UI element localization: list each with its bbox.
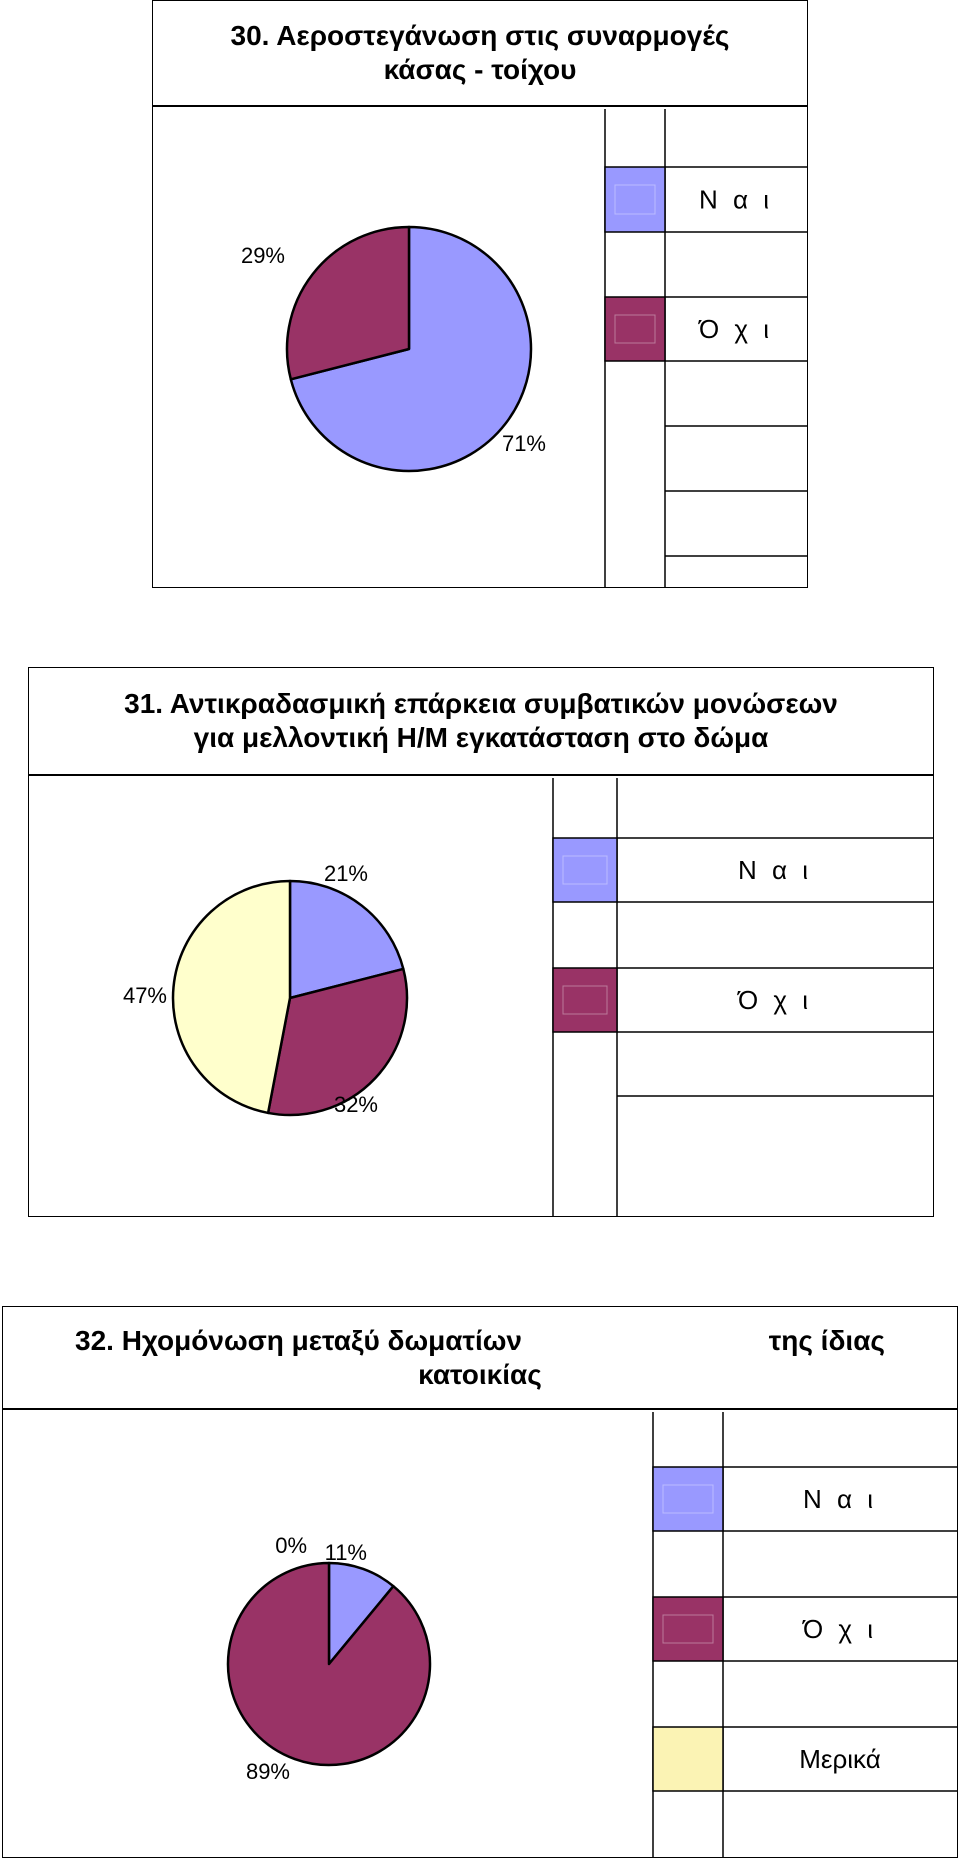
- data-label: 47%: [122, 983, 167, 1008]
- legend-swatch: [605, 297, 665, 361]
- chart-title-line-2: κάσας - τοίχου: [383, 54, 577, 85]
- data-label: 29%: [240, 243, 285, 268]
- legend-label: Ν α ι: [737, 855, 813, 885]
- legend-swatch: [653, 1727, 723, 1791]
- data-label: 21%: [323, 861, 368, 886]
- legend-label: Ν α ι: [698, 184, 774, 215]
- chart-32: [2, 1306, 958, 1858]
- data-label: 11%: [324, 1540, 367, 1565]
- legend-label: Μερικά: [799, 1744, 881, 1774]
- data-label: 71%: [501, 431, 546, 456]
- chart-title-part-1: 32. Ηχομόνωση μεταξύ δωματίων: [75, 1324, 523, 1356]
- pie-slice: [228, 1563, 430, 1765]
- chart-title-line-1: 30. Αεροστεγάνωση στις συναρμογές: [230, 20, 730, 51]
- data-label: 89%: [245, 1759, 290, 1784]
- chart-title-line-2: για μελλοντική Η/Μ εγκατάσταση στο δώμα: [193, 722, 769, 753]
- legend-label: Ό χ ι: [802, 1614, 878, 1644]
- chart-30-plot: [153, 1, 809, 589]
- legend-label: Ν α ι: [802, 1484, 878, 1514]
- chart-31: [28, 667, 934, 1217]
- chart-31-plot: [29, 668, 935, 1218]
- chart-title-part-2: της ίδιας: [768, 1324, 885, 1356]
- chart-title-line-2: κατοικίας: [418, 1358, 542, 1390]
- chart-title-line-1: 31. Αντικραδασμική επάρκεια συμβατικών μονώσεων: [124, 688, 838, 719]
- data-label: 32%: [333, 1092, 378, 1117]
- legend-label: Ό χ ι: [737, 985, 813, 1015]
- legend-swatch: [605, 167, 665, 232]
- data-label: 0%: [275, 1533, 307, 1558]
- chart-30: [152, 0, 808, 588]
- pie-slice: [173, 881, 290, 1113]
- legend-label: Ό χ ι: [698, 314, 774, 344]
- chart-32-plot: [3, 1307, 959, 1859]
